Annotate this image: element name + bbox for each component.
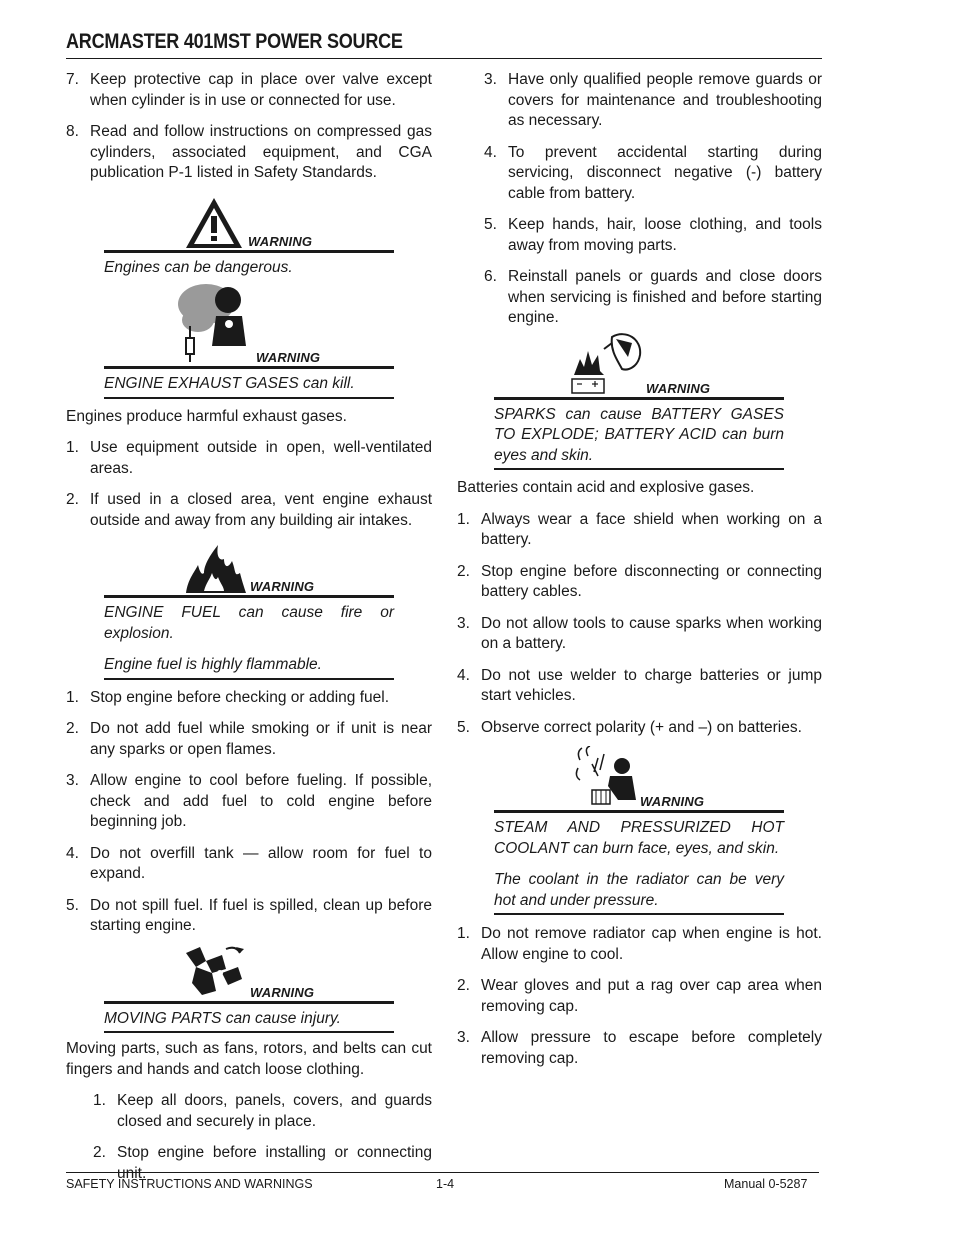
list-item: 4. To prevent accidental starting during servicing, disconnect negative (-) battery cable from battery. [484,143,822,202]
header-rule [66,58,822,59]
warning-triangle-icon [184,196,244,250]
page-title: ARCMASTER 401MST POWER SOURCE [66,30,403,53]
list-item: 2. Stop engine before disconnecting or connecting battery cables. [457,562,822,600]
list-item: 1. Stop engine before checking or adding fuel. [66,688,390,706]
warning-message-2: Engine fuel is highly flammable. [104,656,322,673]
exhaust-intro: Engines produce harmful exhaust gases. [66,407,347,425]
footer-rule [66,1172,819,1173]
warning-message: ENGINE FUEL can cause fire or explosion. [104,604,394,642]
warning-fuel [104,541,394,680]
warning-moving-parts [104,943,394,1034]
list-item: 8. Read and follow instructions on compressed gas cylinders, associated equipment, and CGA publication P-1 listed in Safety Standards. [66,123,432,181]
footer-page-number: 1-4 [436,1177,455,1191]
list-item: 3. Allow engine to cool before fueling. If possible, check and add fuel to cold engine before beginning job. [66,772,432,830]
warning-message: Engines can be dangerous. [104,258,293,276]
list-item: 2. If used in a closed area, vent engine exhaust outside and away from any building air intakes. [66,491,432,529]
list-item: 2. Wear gloves and put a rag over cap area when removing cap. [457,977,822,1015]
list-item: 5. Keep hands, hair, loose clothing, and tools away from moving parts. [484,216,822,254]
warning-label: WARNING [250,579,315,594]
footer-manual-number: Manual 0-5287 [724,1177,808,1191]
list-item: 2. Do not add fuel while smoking or if unit is near any sparks or open flames. [66,720,432,758]
fan-hand-icon [182,943,246,999]
list-item: 3. Allow pressure to escape before completely removing cap. [457,1029,822,1067]
warning-label: WARNING [256,350,321,365]
warning-label: WARNING [250,984,315,1000]
list-item: 2. Stop engine before installing or connecting unit. [93,1144,432,1182]
warning-steam [494,746,784,915]
list-item: 4. Do not use welder to charge batteries or jump start vehicles. [457,666,822,704]
exhaust-fumes-icon [176,282,256,364]
warning-exhaust [104,282,394,399]
warning-label: WARNING [646,380,711,396]
list-item: 1. Do not remove radiator cap when engine is hot. Allow engine to cool. [457,925,822,963]
list-item: 3. Have only qualified people remove guards or covers for maintenance and troubleshooting as necessary. [484,71,822,129]
battery-explosion-icon [570,331,644,395]
right-column [457,70,822,1069]
warning-message: STEAM AND PRESSURIZED HOT COOLANT can burn face, eyes, and skin. [494,819,784,857]
left-column [66,70,432,1184]
list-item: 1. Always wear a face shield when working on a battery. [457,510,822,548]
list-item: 5. Observe correct polarity (+ and –) on batteries. [457,718,802,736]
battery-intro: Batteries contain acid and explosive gases. [457,479,755,496]
steam-coolant-icon [574,746,640,808]
warning-label: WARNING [640,794,705,809]
warning-message: ENGINE EXHAUST GASES can kill. [104,375,355,392]
footer-section-title: SAFETY INSTRUCTIONS AND WARNINGS [66,1177,313,1191]
warning-battery [494,331,784,471]
warning-label: WARNING [248,233,313,249]
warning-message: SPARKS can cause BATTERY GASES TO EXPLODE; BATTERY ACID can burn eyes and skin. [494,405,784,464]
list-item: 4. Do not overfill tank — allow room for fuel to expand. [66,844,432,882]
fire-icon [184,543,248,595]
list-item: 3. Do not allow tools to cause sparks when working on a battery. [457,614,822,652]
list-item: 5. Do not spill fuel. If fuel is spilled, clean up before starting engine. [66,896,432,934]
warning-engines [104,194,394,279]
list-item: 1. Keep all doors, panels, covers, and guards closed and securely in place. [93,1092,432,1130]
list-item: 7. Keep protective cap in place over valve except when cylinder is in use or connected for use. [66,71,432,109]
list-item: 6. Reinstall panels or guards and close doors when servicing is finished and before starting engine. [484,268,822,326]
warning-message-2: The coolant in the radiator can be very hot and under pressure. [494,871,784,909]
warning-message: MOVING PARTS can cause injury. [104,1009,341,1027]
list-item: 1. Use equipment outside in open, well-ventilated areas. [66,439,432,477]
moving-intro: Moving parts, such as fans, rotors, and belts can cut fingers and hands and catch loose clothing. [66,1040,432,1078]
